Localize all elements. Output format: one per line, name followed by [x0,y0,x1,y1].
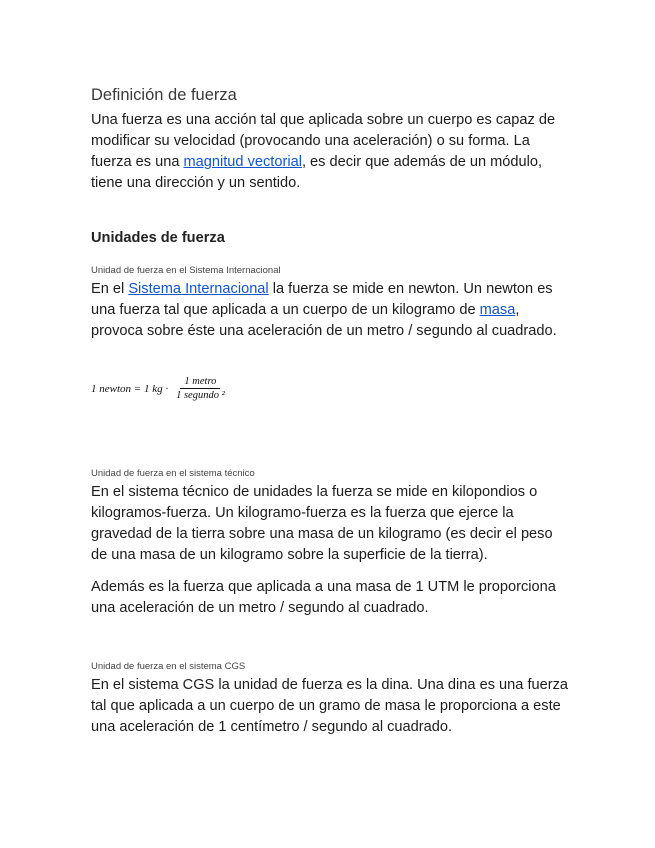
subtitle-tecnico: Unidad de fuerza en el sistema técnico [91,468,255,479]
formula-numerator: 1 metro [180,376,220,389]
tecnico-paragraph-2: Además es la fuerza que aplicada a una masa de 1 UTM le proporciona una aceleración de un metro / segundo al cuadrado. [91,579,556,616]
tecnico-paragraph-1: En el sistema técnico de unidades la fuerza se mide en kilopondios o kilogramos-fuerza. Un kilogramo-fuerza es la fuerza que ejerce la gravedad de la tierra sobre una masa de un kilogramo (es decir el peso de una masa de un kilogramo sobre la superficie de la tierra). [91,484,553,563]
magnitud-vectorial-link[interactable]: magnitud vectorial [183,154,302,170]
masa-link[interactable]: masa [479,302,516,318]
definicion-text-2: , es decir que además de un módulo, tiene una dirección y un sentido. [91,154,543,191]
formula-denominator: 1 segundo ² [176,390,225,401]
si-text-3: , provoca sobre éste una aceleración de un metro / segundo al cuadrado. [91,302,557,339]
section-heading-unidades: Unidades de fuerza [91,230,225,246]
formula-lhs: 1 newton = 1 kg · [91,382,169,395]
cgs-paragraph: En el sistema CGS la unidad de fuerza es la dina. Una dina es una fuerza tal que aplicada a un cuerpo de un gramo de masa le proporciona a este una aceleración de 1 centímetro / segundo al cuadrado. [91,677,569,735]
formula-fraction [176,376,225,401]
subtitle-si: Unidad de fuerza en el Sistema Internacional [91,265,281,276]
newton-formula [91,376,225,401]
section-title-definicion: Definición de fuerza [91,86,237,104]
definicion-text-1: Una fuerza es una acción tal que aplicada sobre un cuerpo es capaz de modificar su velocidad (provocando una aceleración) o su forma. La fuerza es una [91,112,556,170]
si-text-2: la fuerza se mide en newton. Un newton es una fuerza tal que aplicada a un cuerpo de un kilogramo de [91,281,553,318]
subtitle-cgs: Unidad de fuerza en el sistema CGS [91,661,246,672]
definicion-paragraph [91,110,571,194]
sistema-internacional-link[interactable]: Sistema Internacional [128,281,269,297]
si-paragraph [91,279,571,342]
si-text-1: En el [91,281,129,297]
